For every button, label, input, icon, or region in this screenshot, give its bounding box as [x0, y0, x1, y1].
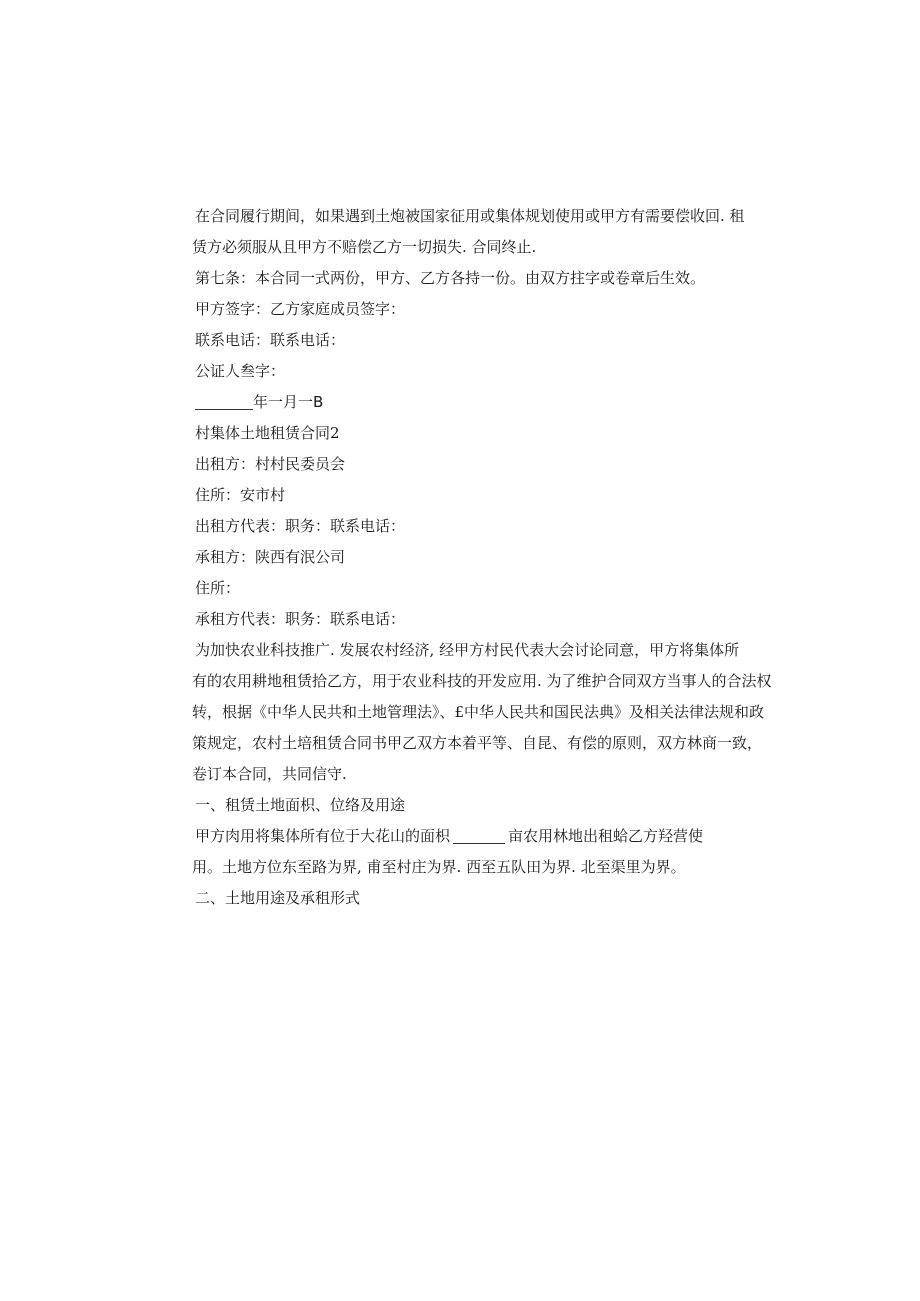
paragraph-1-line-1: 在合同履行期间，如果遇到土炮被国家征用或集体规划使用或甲方有需要偿收回. 租: [195, 207, 745, 225]
date-blank: [195, 391, 253, 410]
date-line: [195, 387, 775, 418]
lessor-rep-line: 出租方代表：职务：联系电话：: [195, 517, 406, 535]
signature-line: 甲方签字：乙方家庭成员签字：: [195, 300, 406, 318]
lessee-address-line: 住所：: [195, 579, 241, 597]
section-1-line-1: [195, 821, 775, 852]
paragraph-1-line-2: 赁方必须服从且甲方不赔偿乙方一切损失. 合同终止.: [192, 238, 537, 256]
paragraph-2-line-2: 有的农用耕地租赁拾乙方，用于农业科技的开发应用. 为了维护合同双方当事人的合法权: [192, 672, 772, 690]
section-1-heading: 一、租赁土地面枳、位络及用途: [195, 796, 406, 814]
phone-line: 联系电话：联系电话：: [195, 331, 346, 349]
section-2-heading: 二、土地用途及承租形式: [195, 889, 361, 907]
paragraph-2-line-1: 为加快农业科技推广. 发展农村经济, 经甲方村民代表大会讨论同意，甲方将集体所: [195, 641, 740, 659]
lessee-rep-line: 承租方代表：职务：联系电话：: [195, 610, 406, 628]
lessee-line: 承租方：陕西有泯公司: [195, 548, 346, 566]
paragraph-2-line-4: 策规定，农村土培租赁合同书甲乙双方本着平等、自昆、有偿的原则，双方林商一致，: [192, 734, 763, 752]
notary-line: 公证人叁字：: [195, 362, 286, 380]
section-1-line-1-start: 甲方肉用将集体所有位于大花山的面枳: [195, 827, 451, 845]
area-blank: [453, 825, 505, 844]
paragraph-2-line-3: 转，根据《中华人民共和土地管理法》、£中华人民共和国民法典》及相关法律法规和政: [192, 703, 765, 721]
paragraph-2-line-5: 卷订本合同，共同信守.: [192, 765, 347, 783]
article-7: 第七条：本合同一式两份，甲方、乙方各持一份。由双方拄字或卷章后生效。: [195, 269, 706, 287]
lessor-address-line: 住所：安市村: [195, 486, 286, 504]
lessor-line: 出租方：村村民委员会: [195, 455, 346, 473]
document-body: [192, 201, 775, 914]
date-suffix: 年一月一B: [253, 393, 324, 411]
section-1-line-1-end: 亩农用林地出租蛤乙方羟营使: [508, 827, 704, 845]
contract-title-2: 村集体土地租赁合同2: [195, 424, 340, 442]
section-1-line-2: 用。土地方位东至路为界, 甫至村庄为界. 西至五队田为界. 北至渠里为界。: [192, 858, 686, 876]
